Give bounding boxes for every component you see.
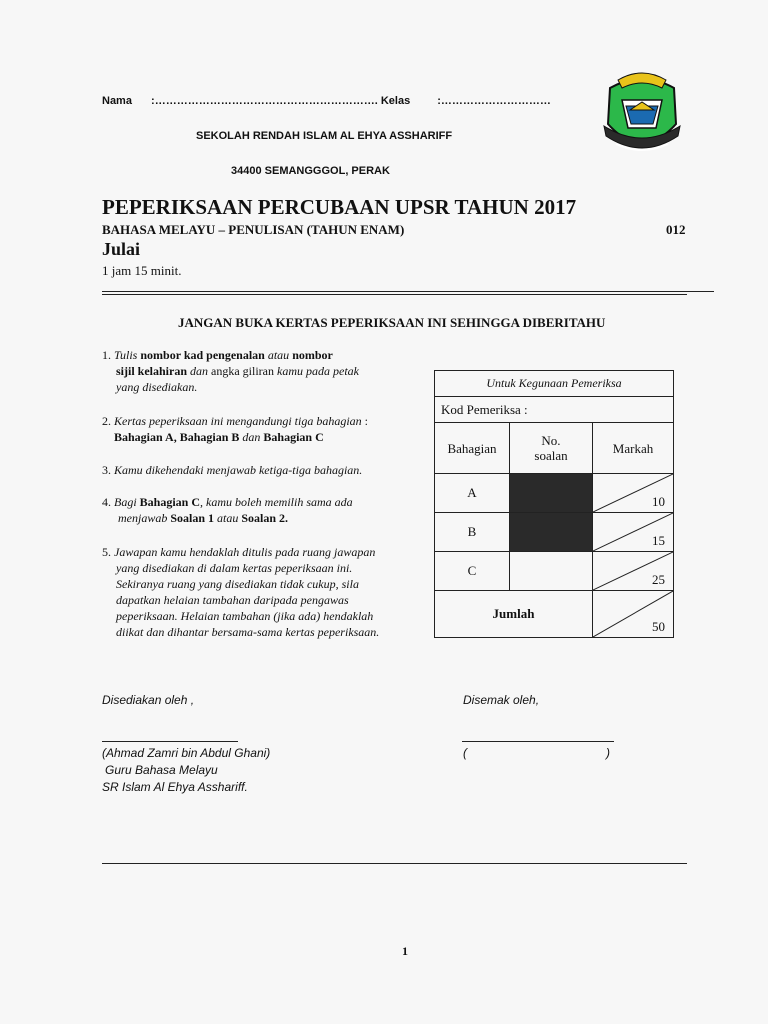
class-field: :………………………… [437, 95, 551, 107]
name-field: :……………………………………………………. [151, 95, 378, 107]
column-bahagian: Bahagian [435, 423, 510, 474]
examiner-code-field[interactable]: Kod Pemeriksa : [435, 397, 674, 423]
total-max-mark: 50 [652, 619, 665, 634]
checked-signature-line [462, 741, 614, 742]
examiner-marks-table [434, 370, 674, 638]
page-number: 1 [402, 944, 408, 958]
instruction-5: 5. Jawapan kamu hendaklah ditulis pada ruang jawapan yang disediakan di dalam kertas peperiksaan ini. Sekiranya ruang yang disediakan tidak cukup, sila dapatkan helaian tambahan daripada pengawas peperiksaan. Helaian tambahan (jika ada) hendaklah diikat dan dihantar bersama-sama kertas peperiksaan. [102, 545, 380, 639]
instruction-1: 1. Tulis nombor kad pengenalan atau nombor sijil kelahiran dan angka giliran kamu pada petak yang disediakan. [102, 348, 359, 394]
section-a-mark-cell[interactable] [593, 474, 674, 513]
instruction-4: 4. Bagi Bahagian C, kamu boleh memilih sama ada menjawab Soalan 1 atau Soalan 2. [102, 495, 353, 525]
footer-divider [102, 863, 687, 864]
exam-month: Julai [102, 239, 141, 259]
section-b-max-mark: 15 [652, 533, 665, 548]
preparer-title: Guru Bahasa Melayu [105, 763, 218, 777]
checker-name-close: ) [606, 746, 610, 760]
column-markah: Markah [593, 423, 674, 474]
exam-duration: 1 jam 15 minit. [102, 263, 182, 278]
name-label: Nama [102, 95, 132, 107]
school-crest-icon [596, 66, 688, 158]
total-label: Jumlah [435, 591, 593, 638]
paper-code: 012 [666, 222, 686, 237]
section-a-max-mark: 10 [652, 494, 665, 509]
school-name: SEKOLAH RENDAH ISLAM AL EHYA ASSHARIFF [196, 130, 453, 142]
table-header: Untuk Kegunaan Pemeriksa [435, 371, 674, 397]
class-label: Kelas [380, 95, 411, 107]
section-c-label: C [435, 552, 510, 591]
section-c-mark-cell[interactable] [593, 552, 674, 591]
total-mark-cell[interactable] [593, 591, 674, 638]
column-no-soalan: No. soalan [510, 423, 593, 474]
prepared-by-label: Disediakan oleh , [102, 693, 195, 707]
checked-by-label: Disemak oleh, [463, 693, 540, 707]
section-b-label: B [435, 513, 510, 552]
section-b-question-cell [510, 513, 593, 552]
section-b-mark-cell[interactable] [593, 513, 674, 552]
school-address: 34400 SEMANGGGOL, PERAK [231, 165, 390, 177]
warning-notice: JANGAN BUKA KERTAS PEPERIKSAAN INI SEHINGGA DIBERITAHU [178, 315, 606, 330]
instruction-3: 3. Kamu dikehendaki menjawab ketiga-tiga bahagian. [102, 463, 363, 477]
exam-title: PEPERIKSAAN PERCUBAAN UPSR TAHUN 2017 [102, 195, 577, 219]
prepared-signature-line [102, 741, 238, 742]
section-c-question-cell[interactable] [510, 552, 593, 591]
section-a-label: A [435, 474, 510, 513]
section-a-question-cell [510, 474, 593, 513]
preparer-name: (Ahmad Zamri bin Abdul Ghani) [102, 746, 271, 760]
name-class-line [102, 95, 551, 107]
subject: BAHASA MELAYU – PENULISAN (TAHUN ENAM) [102, 222, 405, 237]
preparer-school: SR Islam Al Ehya Asshariff. [102, 780, 248, 794]
divider [102, 291, 714, 292]
section-c-max-mark: 25 [652, 572, 665, 587]
instruction-2: 2. Kertas peperiksaan ini mengandungi tiga bahagian : Bahagian A, Bahagian B dan Bahagian C [102, 414, 368, 444]
checker-name-open: ( [463, 746, 467, 760]
divider [102, 294, 687, 295]
